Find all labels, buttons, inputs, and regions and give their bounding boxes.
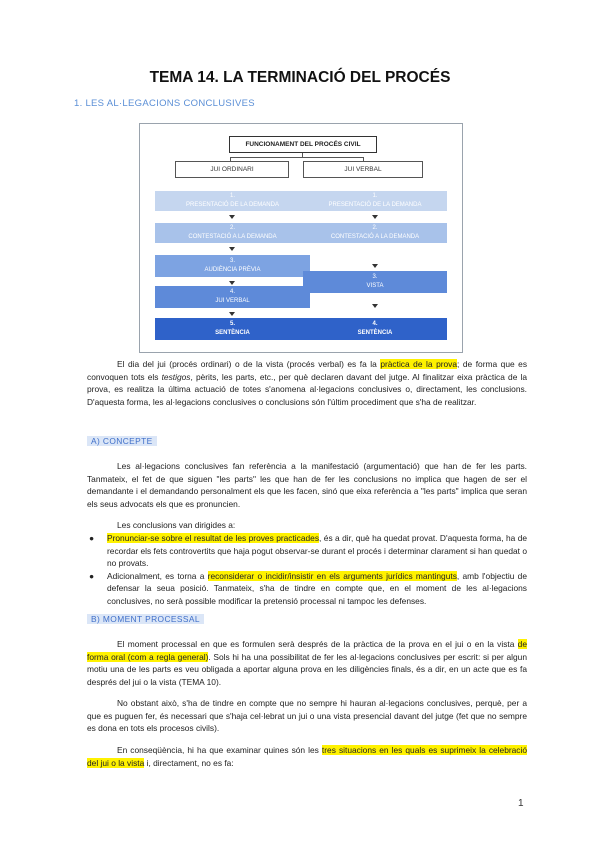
step-label: CONTESTACIÓ A LA DEMANDA [330,234,420,240]
page-title: TEMA 14. LA TERMINACIÓ DEL PROCÉS [149,69,451,86]
highlight: de forma oral (com a regla general) [87,639,527,662]
arrow-icon [229,215,235,219]
moment-paragraph-1: El moment processal en que es formulen serà després de la pràctica de la prova en el jui o en la vista de forma oral (com a regla general). Sols hi ha una possibilitat de fer les al·legacions conclusives per escrit: si per algun motiu una de les parts es veu obligada a aportar alguna prova en les diligències finals, és a dir, en un acte que es fa després del jui o la vista (TEMA 10). [87,639,527,687]
left-step-3 [155,255,310,277]
page-number: 1 [518,798,524,809]
step-num: 3. [229,258,235,264]
list-item: ● Pronunciar-se sobre el resultat de les proves practicades, és a dir, què ha quedat provat. D'aquesta forma, ha de recordar els fets controvertits que haja pogut observar-se durant el procés i determinar clarament si han quedat o no provats. [89,533,528,568]
moment-paragraph-3: En conseqüència, hi ha que examinar quines són les tres situacions en les quals es suprimeix la celebració del jui o la vista i, directament, no es fa: [87,745,528,768]
process-diagram [139,123,463,353]
right-step-3 [303,271,447,293]
step-label: VISTA [366,283,384,289]
arrow-icon [372,215,378,219]
diagram-right-header: JUI VERBAL [303,161,423,178]
step-num: 2. [372,225,378,231]
right-step-4 [303,318,447,340]
left-step-5 [155,318,310,340]
step-label: AUDIÈNCIA PRÈVIA [204,267,261,273]
arrow-icon [372,304,378,308]
highlight: reconsiderar o incidir/insistir en els arguments jurídics mantinguts [207,570,457,581]
right-step-2 [303,223,447,243]
arrow-icon [372,264,378,268]
step-label: PRESENTACIÓ DE LA DEMANDA [328,202,422,208]
diagram-title: FUNCIONAMENT DEL PROCÉS CIVIL [229,136,377,153]
step-label: SENTÈNCIA [215,330,250,336]
left-step-4 [155,286,310,308]
step-num: 4. [229,289,235,295]
moment-paragraph-2: No obstant això, s'ha de tindre en compte que no sempre hi hauran al·legacions conclusives, perquè, per a que es puguen fer, és necessari que s'haja cel·lebrat un jui o una vista presencial davant del jutge (fet que no sempre es dona en tots els procesos civils). [87,698,527,733]
step-num: 3. [372,274,378,280]
step-label: CONTESTACIÓ A LA DEMANDA [188,234,277,240]
list-item: ● Adicionalment, es torna a reconsiderar o incidir/insistir en els arguments jurídics mantinguts, amb l'objectiu de defensar la seua posició. Tanmateix, s'ha de tindre en compte que, en el moment de les al·legacions conclusives, no serà possible modificar la pretensió processal ni tampoc les defenses. [89,570,528,606]
subheading-moment: B) MOMENT PROCESSAL [87,614,204,624]
step-num: 4. [372,321,378,327]
concepte-paragraph: Les al·legacions conclusives fan referència a la manifestació (argumentació) que han de fer les parts. Tanmateix, el fet de que siguen "les parts" les que han de fer les conclusions no implica que hagen de ser el demandante i el demandando personalment els que les facen, sinó que eixa referència a "les parts" implica que seran els seus advocats els que es pronuncien. [87,461,527,509]
bullet-icon: ● [89,533,95,543]
step-num: 5. [229,321,235,327]
diagram-left-header: JUI ORDINARI [175,161,289,178]
subheading-concepte: A) CONCEPTE [87,436,157,446]
highlight: Pronunciar-se sobre el resultat de les proves practicades [107,533,320,543]
highlight: pràctica de la prova [380,359,458,369]
section-heading: 1. LES AL·LEGACIONS CONCLUSIVES [74,98,255,109]
arrow-icon [229,247,235,251]
step-label: SENTÈNCIA [357,330,393,336]
step-label: JUI VERBAL [215,298,250,304]
bullet-icon: ● [89,570,95,581]
step-num: 2. [229,225,235,231]
highlight: tres situacions en les quals es suprimeix la celebració del jui o la vista [87,745,528,768]
left-step-2 [155,223,310,243]
left-step-1 [155,191,310,211]
arrow-icon [229,281,235,285]
step-label: PRESENTACIÓ DE LA DEMANDA [186,202,279,208]
right-step-1 [303,191,447,211]
concepte-list [87,532,527,607]
arrow-icon [229,312,235,316]
concepte-intro-list: Les conclusions van dirigides a: [117,520,236,530]
step-num: 1. [229,193,235,199]
intro-paragraph: El dia del jui (procés ordinari) o de la vista (procés verbal) es fa la pràctica de la prova; de forma que es convoquen tots els testigos, pèrits, les parts, etc., per què declaren davant del jutge. Al finalitzar eixa pràctica de la prova, es realitza la última actuació de totes s'anomena al·legacions conclusives o, directament, les conclusions. D'aquesta forma, les al·legacions conclusives o conclusions són l'últim procediment que s'ha de realitzar. [87,359,528,407]
step-num: 1. [372,193,378,199]
